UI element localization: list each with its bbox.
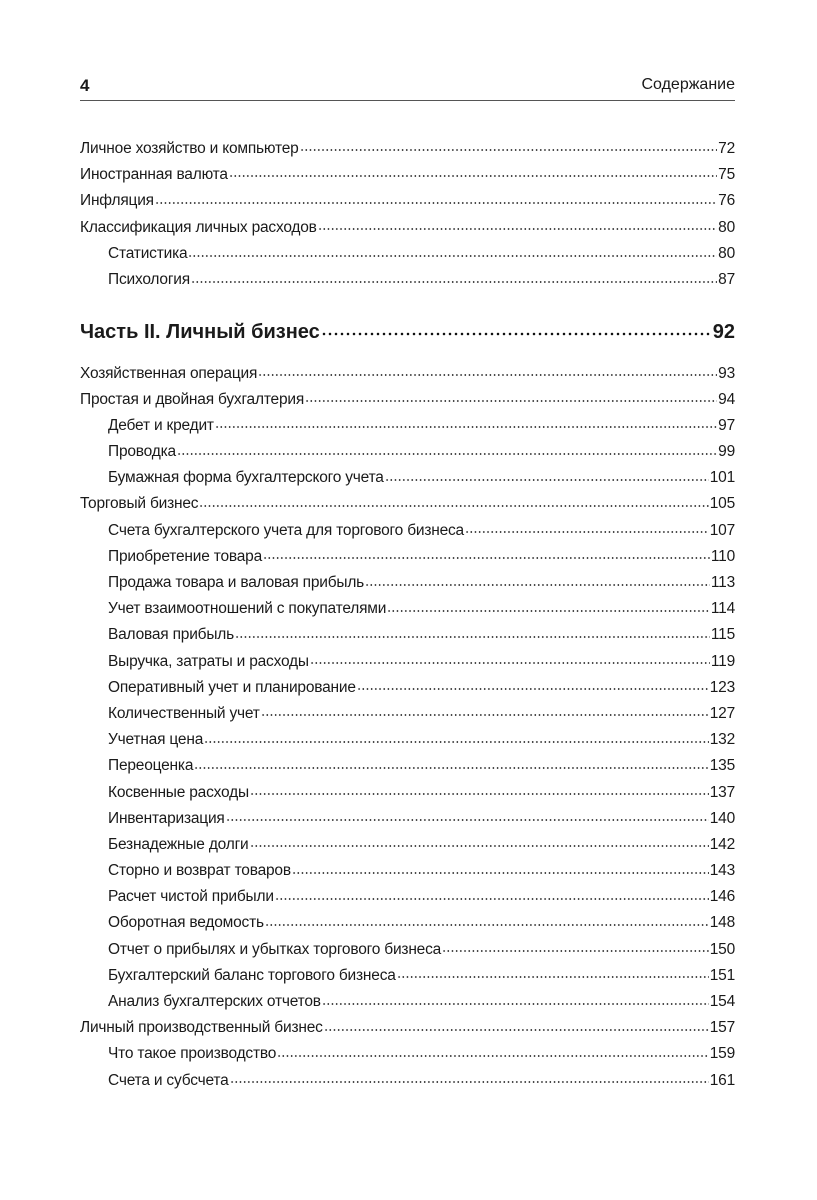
entry-title: Количественный учет: [108, 704, 260, 722]
entry-page: 140: [709, 809, 735, 827]
dot-leader: [226, 807, 709, 823]
toc-entry[interactable]: [80, 729, 735, 755]
entry-page: 150: [709, 940, 735, 958]
toc-entry[interactable]: [80, 137, 735, 163]
entry-title: Что такое производство: [108, 1045, 277, 1063]
entry-title: Простая и двойная бухгалтерия: [80, 390, 305, 408]
toc-entry[interactable]: [80, 388, 735, 414]
dot-leader: [199, 493, 708, 509]
entry-page: 113: [710, 574, 735, 591]
toc-group-1: [80, 137, 735, 295]
dot-leader: [263, 545, 710, 561]
running-title: Содержание: [641, 76, 735, 93]
entry-title: Оперативный учет и планирование: [108, 678, 356, 696]
entry-title: Иностранная валюта: [80, 165, 228, 183]
dot-leader: [235, 624, 710, 640]
toc-entry[interactable]: [80, 624, 735, 650]
dot-leader: [229, 163, 717, 179]
toc-entry[interactable]: [80, 1043, 735, 1069]
dot-leader: [188, 243, 717, 259]
entry-page: 105: [709, 495, 735, 513]
dot-leader: [310, 650, 710, 666]
dot-leader: [265, 912, 709, 928]
dot-leader: [277, 1043, 709, 1059]
toc-entry[interactable]: [80, 1069, 735, 1095]
dot-leader: [357, 676, 709, 692]
entry-page: 148: [709, 914, 735, 932]
dot-leader: [230, 1069, 709, 1085]
entry-title: Торговый бизнес: [80, 495, 199, 513]
dot-leader: [365, 572, 710, 588]
entry-page: 137: [709, 783, 735, 801]
toc-entry[interactable]: [80, 650, 735, 676]
entry-page: 151: [709, 966, 735, 984]
entry-page: 80: [718, 218, 735, 236]
entry-title: Безнадежные долги: [108, 835, 249, 853]
dot-leader: [292, 860, 709, 876]
entry-page: 115: [710, 626, 735, 644]
toc-entry[interactable]: [80, 676, 735, 702]
entry-page: 87: [718, 271, 735, 289]
toc-entry[interactable]: [80, 216, 735, 242]
entry-page: 161: [709, 1071, 735, 1089]
dot-leader: [275, 886, 709, 902]
entry-page: 93: [718, 364, 735, 382]
toc-entry[interactable]: [80, 414, 735, 440]
entry-title: Бухгалтерский баланс торгового бизнеса: [108, 966, 396, 984]
toc-entry[interactable]: [80, 163, 735, 189]
dot-leader: [318, 216, 717, 232]
toc-entry[interactable]: [80, 755, 735, 781]
entry-page: 123: [709, 678, 735, 696]
entry-page: 76: [718, 192, 735, 210]
dot-leader: [204, 729, 709, 745]
entry-page: 154: [709, 993, 735, 1010]
toc-entry[interactable]: [80, 243, 735, 269]
toc-entry[interactable]: [80, 964, 735, 990]
toc-entry[interactable]: [80, 991, 735, 1017]
part-title: Часть II. Личный бизнес: [80, 321, 320, 343]
toc-group-2: [80, 362, 735, 1095]
toc-entry[interactable]: [80, 545, 735, 571]
entry-title: Выручка, затраты и расходы: [108, 652, 309, 670]
entry-page: 99: [718, 443, 735, 461]
entry-title: Валовая прибыль: [108, 626, 234, 644]
entry-page: 159: [709, 1045, 735, 1063]
entry-title: Счета и субсчета: [108, 1071, 229, 1089]
entry-page: 75: [718, 165, 735, 183]
dot-leader: [250, 833, 709, 849]
entry-page: 127: [709, 704, 735, 722]
toc-entry[interactable]: [80, 493, 735, 519]
dot-leader: [321, 318, 712, 338]
entry-title: Приобретение товара: [108, 547, 263, 565]
entry-title: Учет взаимоотношений с покупателями: [108, 600, 387, 618]
entry-title: Счета бухгалтерского учета для торгового бизнеса: [108, 521, 464, 539]
toc-entry[interactable]: [80, 833, 735, 859]
entry-title: Личное хозяйство и компьютер: [80, 139, 299, 157]
running-header: [80, 76, 735, 101]
entry-title: Инфляция: [80, 192, 154, 210]
dot-leader: [387, 598, 710, 614]
entry-title: Бумажная форма бухгалтерского учета: [108, 469, 384, 487]
toc-entry[interactable]: [80, 519, 735, 545]
entry-page: 107: [709, 521, 735, 539]
entry-page: 94: [718, 390, 735, 408]
entry-title: Психология: [108, 271, 190, 289]
entry-title: Анализ бухгалтерских отчетов: [108, 993, 321, 1010]
entry-page: 97: [718, 416, 735, 434]
toc-entry[interactable]: [80, 1017, 735, 1043]
dot-leader: [250, 781, 709, 797]
toc-entry[interactable]: [80, 807, 735, 833]
dot-leader: [215, 414, 717, 430]
toc-entry[interactable]: [80, 860, 735, 886]
toc-entry[interactable]: [80, 441, 735, 467]
toc-entry[interactable]: [80, 572, 735, 598]
dot-leader: [397, 964, 709, 980]
toc-entry[interactable]: [80, 269, 735, 295]
entry-title: Хозяйственная операция: [80, 364, 258, 382]
entry-page: 101: [709, 469, 735, 487]
entry-title: Инвентаризация: [108, 809, 225, 827]
dot-leader: [300, 137, 718, 153]
dot-leader: [465, 519, 709, 535]
toc-entry[interactable]: [80, 886, 735, 912]
toc-entry[interactable]: [80, 467, 735, 493]
dot-leader: [191, 269, 717, 285]
toc-entry[interactable]: [80, 598, 735, 624]
entry-page: 110: [710, 547, 735, 565]
toc-entry[interactable]: [80, 190, 735, 216]
entry-title: Личный производственный бизнес: [80, 1019, 323, 1037]
entry-page: 114: [710, 600, 735, 618]
dot-leader: [442, 938, 709, 954]
toc-entry[interactable]: [80, 362, 735, 388]
toc-entry[interactable]: [80, 702, 735, 728]
entry-page: 146: [709, 888, 735, 906]
dot-leader: [258, 362, 717, 378]
dot-leader: [177, 441, 717, 457]
part-page: 92: [712, 321, 735, 343]
entry-page: 72: [718, 139, 735, 157]
entry-title: Учетная цена: [108, 731, 204, 749]
entry-page: 80: [718, 245, 735, 263]
entry-title: Дебет и кредит: [108, 416, 214, 434]
entry-title: Отчет о прибылях и убытках торгового бизнеса: [108, 940, 442, 958]
entry-title: Оборотная ведомость: [108, 914, 264, 932]
entry-title: Проводка: [108, 443, 176, 461]
entry-page: 157: [709, 1019, 735, 1037]
entry-page: 143: [709, 862, 735, 880]
entry-page: 119: [710, 652, 735, 670]
dot-leader: [261, 702, 709, 718]
dot-leader: [305, 388, 717, 404]
toc-entry[interactable]: [80, 781, 735, 807]
entry-title: Статистика: [108, 245, 188, 263]
dot-leader: [385, 467, 709, 483]
entry-page: 132: [709, 731, 735, 749]
toc-entry[interactable]: [80, 912, 735, 938]
dot-leader: [194, 755, 708, 771]
dot-leader: [155, 190, 717, 206]
entry-title: Продажа товара и валовая прибыль: [108, 574, 365, 591]
dot-leader: [324, 1017, 709, 1033]
dot-leader: [322, 991, 709, 1007]
entry-title: Косвенные расходы: [108, 783, 249, 801]
entry-page: 135: [709, 757, 735, 775]
entry-title: Сторно и возврат товаров: [108, 862, 291, 880]
entry-page: 142: [709, 835, 735, 853]
toc-part-heading[interactable]: [80, 318, 735, 344]
page-number: 4: [80, 76, 90, 95]
entry-title: Переоценка: [108, 757, 194, 775]
entry-title: Расчет чистой прибыли: [108, 888, 274, 906]
toc-entry[interactable]: [80, 938, 735, 964]
entry-title: Классификация личных расходов: [80, 218, 317, 236]
